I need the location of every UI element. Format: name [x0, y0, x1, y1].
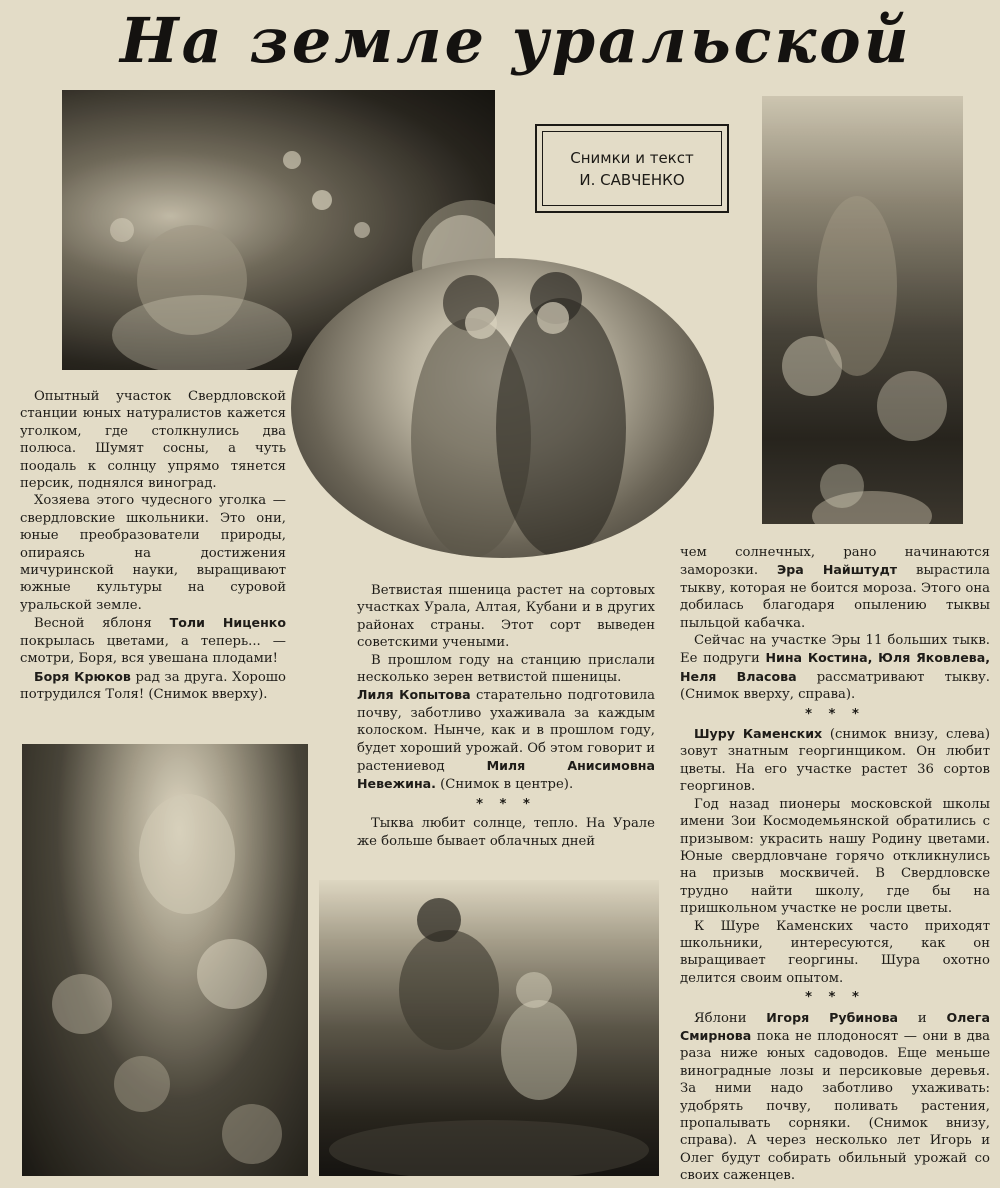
headline: На земле уральской	[120, 4, 912, 77]
bleed-through-left	[0, 0, 16, 47]
col1-p4-text: рад за друга. Хорошо потрудился Толя! (Снимок вверху).	[20, 669, 286, 702]
col1-p3-text-a: Весной яблоня	[34, 616, 170, 632]
col1-paragraph-2: Хозяева этого чудесного уголка — свердловские школьники. Это они, юные преобразователи природы, опираясь на достижения мичуринской науки, выращивают южные культуры на суровой уральской земле.	[20, 493, 286, 613]
col3-p2-text-a: Сейчас на участке Эры 11 больших тыкв. Ее подруги	[680, 633, 990, 667]
col3-p3-name: Шуру Каменских	[694, 726, 823, 742]
column-1-text	[20, 388, 286, 703]
col3-p1-text-b: вырастила тыкву, которая не боится мороза. Этого она добилась благодаря опылению тыквы пыльцой кабачка.	[680, 563, 990, 631]
col3-p2-names: Нина Костина, Юля Яковлева, Неля Власова	[680, 650, 990, 684]
section-stars-2: * * *	[805, 990, 865, 1006]
col2-paragraph-4: Тыква любит солнце, тепло. На Урале же больше бывает облачных дней	[357, 816, 655, 849]
photo-pumpkin-girls	[762, 96, 963, 524]
col1-p4-name: Боря Крюков	[34, 668, 131, 684]
col3-p3-text: (снимок внизу, слева) зовут знатным георгинщиком. Он любит цветы. На его участке растет 36 сортов георгинов.	[680, 727, 990, 795]
col1-p3-text-b: покрылась цветами, а теперь... — смотри, Боря, вся увешана плодами!	[20, 633, 286, 667]
col3-paragraph-2	[680, 632, 990, 704]
col2-p3-text-c: (Снимок в центре).	[435, 777, 574, 793]
col2-paragraph-2: В прошлом году на станцию прислали несколько зерен ветвистой пшеницы.	[357, 652, 655, 686]
col1-paragraph-1: Опытный участок Свердловской станции юных натуралистов кажется уголком, где столкнулись два полюса. Шумят сосны, а чуть поодаль к солнцу упрямо тянется персик, поднялся виноград.	[20, 389, 286, 492]
column-2-text	[357, 582, 655, 850]
col2-p3-name-2: Миля Анисимовна Невежина.	[357, 758, 655, 792]
col1-p3-name: Толи Ниценко	[169, 615, 286, 631]
col1-paragraph-3	[20, 614, 286, 667]
col3-paragraph-4: Год назад пионеры московской школы имени Зои Космодемьянской обратились с призывом: украсить нашу Родину цветами. Юные свердловчане горячо откликнулись на призыв москвичей. В Свердловске трудно найти школу, где бы на пришкольном участке не росли цветы.	[680, 796, 990, 917]
col2-paragraph-1: Ветвистая пшеница растет на сортовых участках Урала, Алтая, Кубани и в других районах страны. Этот сорт выведен советскими учеными.	[357, 583, 655, 651]
col2-paragraph-3	[357, 686, 655, 793]
photo-credit-box	[535, 124, 729, 213]
col3-p6-and: и	[898, 1010, 947, 1026]
col2-p3-text: старательно подготовила почву, заботливо ухаживала за каждым колоском. Нынче, как и в прошлом году, будет хороший урожай. Об этом говорит и растениевод	[357, 688, 655, 775]
col3-paragraph-6	[680, 1009, 990, 1185]
col3-paragraph-3	[680, 725, 990, 796]
col3-paragraph-5: К Шуре Каменских часто приходят школьники, интересуются, как он выращивает георгины. Шура охотно делится своим опытом.	[680, 918, 990, 986]
col3-paragraph-1	[680, 544, 990, 632]
section-stars-1: * * *	[805, 706, 865, 722]
col2-p3-name: Лиля Копытова	[357, 687, 471, 703]
photo-wheat-girls	[291, 258, 714, 558]
col1-paragraph-4	[20, 668, 286, 704]
col3-p1-text-a: чем солнечных, рано начинаются заморозки.	[680, 545, 990, 579]
photo-garden-boys	[319, 880, 659, 1176]
col3-p6-text-a: Яблони	[694, 1010, 767, 1026]
column-3-text	[680, 544, 990, 1185]
credit-author: И. САВЧЕНКО	[579, 170, 685, 189]
col3-p2-text-b: рассматривают тыкву. (Снимок вверху, справа).	[680, 669, 990, 703]
photo-dahlias-boy	[22, 744, 308, 1176]
section-stars: * * *	[476, 796, 536, 812]
credit-line-1: Снимки и текст	[570, 148, 694, 167]
col3-p6-name-1: Игоря Рубинова	[766, 1009, 899, 1025]
col3-p6-text-b: пока не плодоносят — они в два раза ниже юных садоводов. Еще меньше виноградные лозы и персиковые деревья. За ними надо заботливо ухаживать: удобрять почву, поливать растения, пропалывать сорняки. (Снимок внизу, справа). А через несколько лет Игорь и Олег будут собирать обильный урожай со своих саженцев.	[680, 1028, 990, 1184]
col3-p1-name: Эра Найштудт	[777, 562, 898, 578]
col3-p6-name-2: Олега Смирнова	[680, 1009, 990, 1043]
